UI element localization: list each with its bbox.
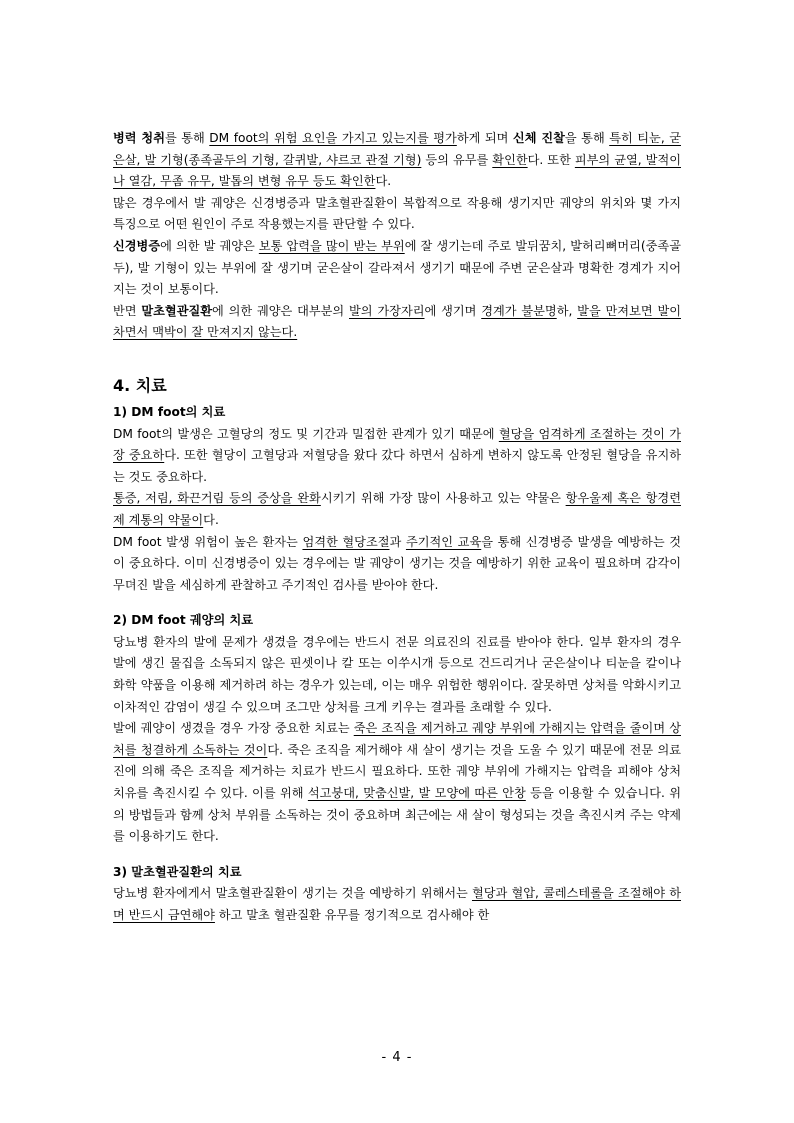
bold-term: 신체 진찰 — [512, 131, 565, 145]
text-run: 하고 말초 혈관질환 유무를 정기적으로 검사해야 한 — [214, 908, 490, 922]
text-run: 등의 유무를 — [421, 152, 493, 167]
subheading-pad-treatment: 3) 말초혈관질환의 치료 — [113, 864, 242, 879]
underlined-text: 피부의 균열, 발적이나 열감, 무좀 유무, 발톱의 변형 유무 등도 확인한 — [113, 152, 681, 189]
text-run: 하게 되며 — [456, 131, 513, 145]
paragraph-professional-care — [113, 632, 681, 718]
text-run: 발에 궤양이 생겼을 경우 가장 중요한 치료는 — [113, 721, 354, 736]
text-run: 등을 이용할 수 있습니다. 위의 방법들과 함께 상처 부위를 소독하는 것이 중요하며 최근에는 새 살이 형성되는 것을 촉진시켜 주는 약제를 이용하기도 한다. — [113, 786, 681, 844]
underlined-text: 통증, 저림, 화끈거림 등의 증상을 완화 — [113, 491, 321, 506]
text-run: DM foot의 발생은 고혈당의 정도 및 기간과 밀접한 관계가 있기 때문에 — [113, 426, 499, 441]
underlined-text: 특히 티눈, 굳은살, 발 기형(종족골두의 기형, 갈퀴발, 샤르코 관절 기형) — [113, 131, 681, 167]
paragraph-pad-prevention — [113, 883, 681, 926]
underlined-text: DM foot의 위험 요인을 가지고 있는지를 평가 — [209, 131, 457, 145]
text-run: 당뇨병 환자에게서 말초혈관질환이 생기는 것을 예방하기 위해서는 — [113, 886, 472, 901]
spacer — [113, 848, 681, 862]
underlined-text: 혈당과 혈압, 콜레스테롤을 조절해야 하며 반드시 금연해야 — [113, 886, 681, 922]
subheading-ulcer-treatment: 2) DM foot 궤양의 치료 — [113, 613, 254, 628]
text-run: 시키기 위해 가장 많이 사용하고 있는 약물은 — [320, 491, 566, 506]
section-heading-treatment: 4. 치료 — [113, 375, 167, 395]
underlined-text: 경계가 불분명 — [481, 303, 557, 318]
underlined-text: 보통 압력을 많이 받는 부위 — [258, 238, 405, 253]
text-run: 다. — [203, 512, 219, 527]
text-run: 에 잘 생기는데 주로 발뒤꿈치, 발허리뼈머리(중족골두), 발 기형이 있는 부위에 잘 생기며 굳은살이 갈라져서 생기기 때문에 주변 굳은살과 명확한 경계가 지어지는 것이 보통이다. — [113, 238, 681, 297]
text-run: 을 통해 신경병증 발생을 예방하는 것이 중요하다. 이미 신경병증이 있는 경우에는 발 궤양이 생기는 것을 예방하기 위한 교육이 필요하며 감각이 무뎌진 발을 세심하게 관찰하고 주기적인 검사를 받아야 한다. — [113, 534, 682, 592]
paragraph-ulcer-causes — [113, 193, 681, 236]
text-run: 에 의한 발 궤양은 — [160, 238, 259, 253]
underlined-text: 확인한 — [492, 152, 528, 167]
bold-term: 신경병증 — [113, 238, 161, 253]
underlined-text: 발을 만져보면 발이 차면서 맥박이 잘 만져지지 않는다. — [113, 303, 681, 340]
text-run: 과 — [389, 534, 406, 549]
underlined-text: 죽은 조직을 제거하고 궤양 부위에 가해지는 압력을 줄이며 상처를 청결하게 소독하는 것이 — [113, 721, 681, 757]
page-number: - 4 - — [381, 1050, 413, 1065]
text-run: 를 통해 — [164, 131, 210, 145]
paragraph-pad — [113, 301, 681, 344]
text-run: 에 생기며 — [424, 303, 482, 318]
text-run: 반면 — [113, 303, 142, 318]
text-run: 을 통해 — [564, 131, 610, 145]
text-run: 다. 죽은 조직을 제거해야 새 살이 생기는 것을 도울 수 있기 때문에 전문 의료진에 의해 죽은 조직을 제거하는 치료가 반드시 필요하다. 또한 궤양 부위에 가해지는 압력을 피해야 상처 치유를 촉진시킬 수 있다. 이를 위해 — [113, 742, 681, 801]
text-run: 다. 또한 혈당이 고혈당과 저혈당을 왔다 갔다 하면서 심하게 변하지 않도록 안정된 혈당을 유지하는 것도 중요하다. — [113, 448, 682, 484]
spacer — [113, 596, 681, 610]
text-run: 다. 또한 — [527, 152, 575, 167]
subheading-dm-foot-treatment: 1) DM foot의 치료 — [113, 404, 226, 419]
bold-term: 말초혈관질환 — [141, 303, 213, 318]
paragraph-glucose-control — [113, 424, 681, 489]
underlined-text: 석고붕대, 맞춤신발, 발 모양에 따른 안창 — [307, 786, 526, 801]
underlined-text: 주기적인 교육 — [405, 534, 482, 549]
underlined-text: 혈당을 엄격하게 조절하는 것이 가장 중요하 — [113, 426, 681, 463]
text-run: 다. — [375, 174, 392, 189]
text-run: 하, — [556, 303, 578, 318]
text-run: 에 의한 궤양은 대부분의 — [212, 303, 350, 318]
underlined-text: 발의 가장자리 — [349, 303, 425, 318]
underlined-text: 항우울제 혹은 항경련제 계통의 약물이 — [113, 491, 681, 527]
paragraph-history-exam — [113, 128, 681, 193]
bold-term: 병력 청취 — [113, 131, 165, 145]
text-run: 당뇨병 환자의 발에 문제가 생겼을 경우에는 반드시 전문 의료진의 진료를 받아야 한다. 일부 환자의 경우 발에 생긴 물집을 소독되지 않은 핀셋이나 칼 또는 이쑤시개 등으로 건드리거나 굳은살이나 티눈을 칼이나 화학 약품을 이용해 제거하려 하는 경우가 있는데, 이는 매우 위험한 행위이다. 잘못하면 상처를 악화시키고 이차적인 감염이 생길 수 있으며 조그만 상처를 크게 키우는 결과를 초래할 수 있다. — [113, 634, 681, 714]
document-page — [113, 128, 681, 927]
text-run: DM foot 발생 위험이 높은 환자는 — [113, 534, 303, 549]
paragraph-medication — [113, 488, 681, 531]
paragraph-ulcer-care — [113, 718, 681, 848]
underlined-text: 엄격한 혈당조절 — [302, 534, 390, 549]
paragraph-neuropathy — [113, 236, 681, 301]
paragraph-prevention — [113, 532, 681, 597]
text-run: 많은 경우에서 발 궤양은 신경병증과 말초혈관질환이 복합적으로 작용해 생기지만 궤양의 위치와 몇 가지 특징으로 어떤 원인이 주로 작용했는지를 판단할 수 있다. — [113, 195, 681, 232]
